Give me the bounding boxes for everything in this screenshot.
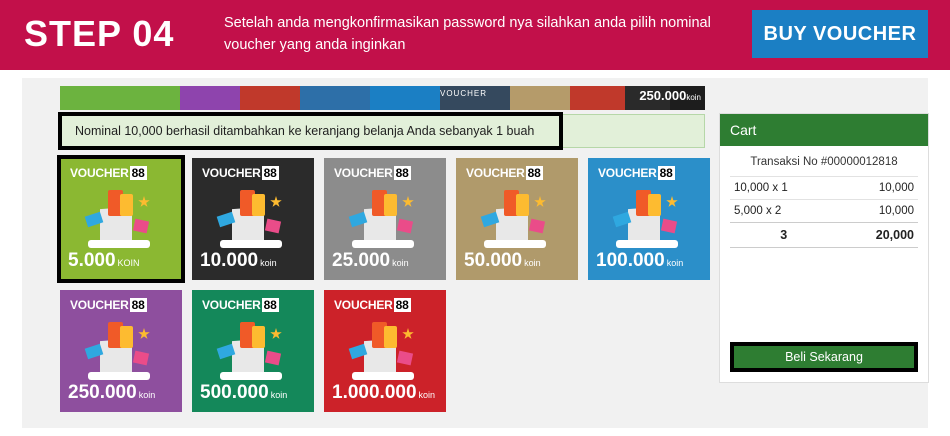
voucher-amount-unit: koin: [418, 390, 436, 400]
cart-item-value: 10,000: [837, 200, 918, 223]
voucher-brand: [70, 166, 147, 180]
voucher-amount: [68, 382, 155, 404]
cart-total-value: 20,000: [837, 223, 918, 248]
voucher-illustration-icon: [82, 184, 162, 250]
voucher-amount: [596, 250, 683, 272]
strip-segment: [60, 86, 180, 110]
voucher-illustration-icon: [610, 184, 690, 250]
voucher-amount: [200, 382, 287, 404]
voucher-amount-value: 10.000: [200, 250, 259, 271]
step-header-banner: [0, 0, 950, 70]
voucher-amount-unit: koin: [270, 390, 288, 400]
strip-segment: [510, 86, 570, 110]
buy-now-highlight-box: [730, 342, 918, 372]
cart-total-count: 3: [730, 223, 837, 248]
voucher-brand-suffix: 88: [263, 298, 277, 312]
voucher-illustration-icon: [346, 184, 426, 250]
voucher-strip-clipped: [60, 86, 705, 110]
voucher-brand: [598, 166, 675, 180]
cart-item-value: 10,000: [837, 177, 918, 200]
voucher-brand: [466, 166, 543, 180]
strip-segment: [370, 86, 440, 110]
beli-sekarang-button[interactable]: Beli Sekarang: [734, 346, 914, 368]
voucher-illustration-icon: [82, 316, 162, 382]
screenshot-area: [0, 70, 950, 436]
cart-item-label: 5,000 x 2: [730, 200, 837, 223]
strip-segment: [300, 86, 370, 110]
voucher-brand-text: VOUCHER: [202, 298, 261, 312]
voucher-brand-text: VOUCHER: [334, 298, 393, 312]
voucher-amount-unit: koin: [260, 258, 277, 268]
voucher-card-1000000[interactable]: [324, 290, 446, 412]
voucher-amount: [68, 250, 140, 272]
voucher-brand-suffix: 88: [263, 166, 277, 180]
strip-segment: [570, 86, 625, 110]
table-row: [730, 200, 918, 223]
voucher-illustration-icon: [346, 316, 426, 382]
cart-title: Cart: [720, 114, 928, 146]
success-alert-text: Nominal 10,000 berhasil ditambahkan ke keranjang belanja Anda sebanyak 1 buah: [75, 124, 535, 138]
voucher-amount-unit: koin: [666, 258, 684, 268]
voucher-amount-value: 5.000: [68, 250, 116, 271]
voucher-brand-suffix: 88: [659, 166, 673, 180]
strip-amount-unit: koin: [686, 93, 701, 102]
voucher-card-25000[interactable]: [324, 158, 446, 280]
voucher-amount-value: 50.000: [464, 250, 523, 271]
voucher-card-5000[interactable]: [60, 158, 182, 280]
voucher-brand: [202, 298, 279, 312]
voucher-brand-suffix: 88: [527, 166, 541, 180]
voucher-amount-value: 25.000: [332, 250, 391, 271]
voucher-brand-text: VOUCHER: [202, 166, 261, 180]
buy-voucher-button[interactable]: BUY VOUCHER: [752, 10, 928, 58]
voucher-card-500000[interactable]: [192, 290, 314, 412]
voucher-amount: [332, 250, 409, 272]
voucher-brand: [334, 166, 411, 180]
voucher-brand-text: VOUCHER: [598, 166, 657, 180]
voucher-brand: [70, 298, 147, 312]
voucher-amount: [200, 250, 277, 272]
voucher-amount-value: 100.000: [596, 250, 665, 271]
voucher-amount-unit: koin: [392, 258, 409, 268]
voucher-amount: [332, 382, 435, 404]
strip-amount-value: 250.000: [639, 88, 687, 103]
voucher-brand: [334, 298, 411, 312]
voucher-brand-suffix: 88: [395, 166, 409, 180]
voucher-illustration-icon: [478, 184, 558, 250]
table-row: [730, 177, 918, 200]
voucher-amount-unit: koin: [524, 258, 541, 268]
voucher-amount-unit: koin: [138, 390, 156, 400]
voucher-card-10000[interactable]: [192, 158, 314, 280]
strip-segment: [240, 86, 300, 110]
strip-voucher-word: VOUCHER: [440, 89, 488, 98]
app-window: [22, 78, 928, 428]
voucher-brand-suffix: 88: [395, 298, 409, 312]
cart-total-row: [730, 223, 918, 248]
voucher-card-100000[interactable]: [588, 158, 710, 280]
cart-item-label: 10,000 x 1: [730, 177, 837, 200]
voucher-amount: [464, 250, 541, 272]
step-title: STEP 04: [24, 13, 175, 54]
cart-items-table: [730, 176, 918, 248]
voucher-brand: [202, 166, 279, 180]
cart-panel: [720, 114, 928, 382]
cart-transaction-number: Transaksi No #00000012818: [750, 156, 898, 168]
voucher-card-250000[interactable]: [60, 290, 182, 412]
voucher-amount-value: 500.000: [200, 382, 269, 403]
voucher-amount-unit: KOIN: [117, 258, 140, 268]
voucher-brand-suffix: 88: [131, 298, 145, 312]
voucher-brand-text: VOUCHER: [334, 166, 393, 180]
voucher-brand-suffix: 88: [131, 166, 145, 180]
step-description: Setelah anda mengkonfirmasikan password nya silahkan anda pilih nominal voucher yang anda inginkan: [224, 15, 711, 53]
voucher-brand-text: VOUCHER: [466, 166, 525, 180]
voucher-card-50000[interactable]: [456, 158, 578, 280]
voucher-amount-value: 1.000.000: [332, 382, 417, 403]
voucher-brand-text: VOUCHER: [70, 298, 129, 312]
strip-amount-label: [639, 88, 701, 103]
voucher-illustration-icon: [214, 184, 294, 250]
strip-segment: [180, 86, 240, 110]
voucher-brand-text: VOUCHER: [70, 166, 129, 180]
voucher-illustration-icon: [214, 316, 294, 382]
success-alert: [60, 114, 705, 148]
voucher-amount-value: 250.000: [68, 382, 137, 403]
